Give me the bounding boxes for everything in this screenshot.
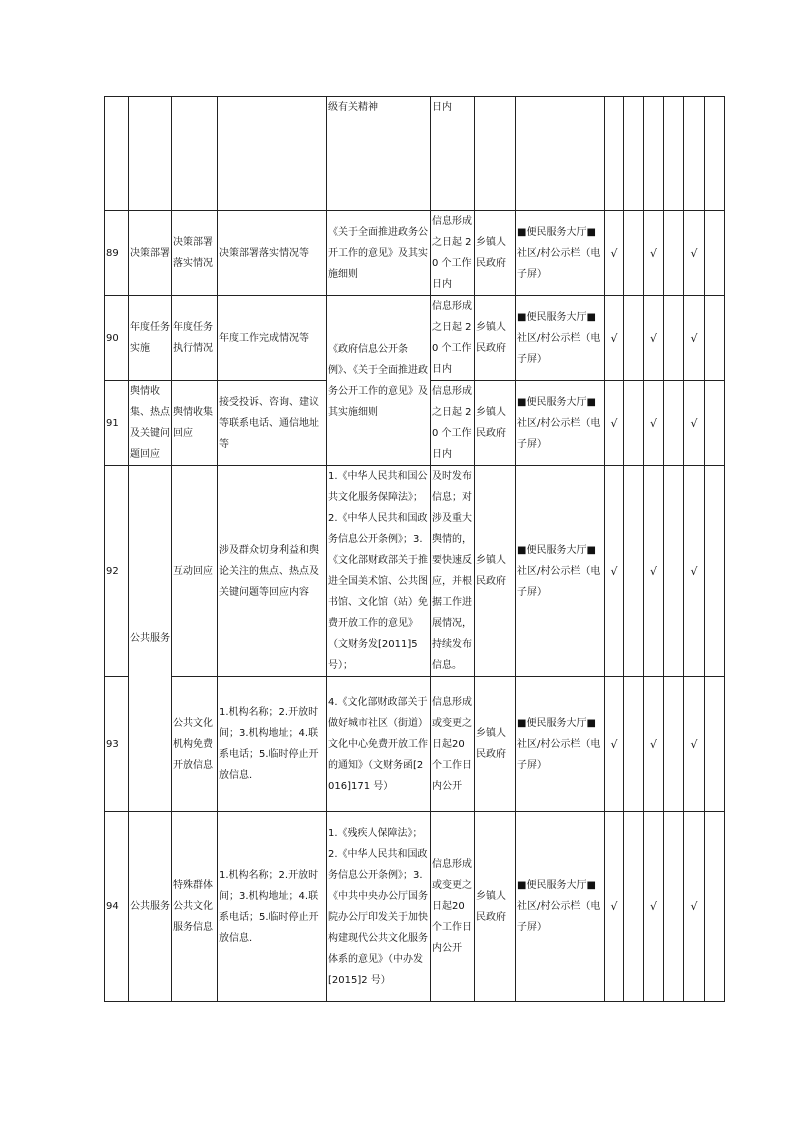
item-cell: 互动回应: [172, 466, 218, 677]
row-number: [105, 97, 129, 211]
item-cell: [172, 97, 218, 211]
check-cell: √: [644, 296, 664, 381]
check-cell: √: [605, 677, 624, 812]
check-cell: [624, 211, 644, 296]
item-cell: 年度任务执行情况: [172, 296, 218, 381]
check-cell: [705, 296, 725, 381]
table-row: [105, 677, 725, 812]
check-cell: √: [644, 466, 664, 677]
table-row: [105, 466, 725, 677]
category-cell: 公共服务: [129, 466, 172, 812]
basis-cell: 《关于全面推进政务公开工作的意见》及其实施细则: [327, 211, 431, 296]
category-cell: 年度任务实施: [129, 296, 172, 381]
check-cell: √: [644, 677, 664, 812]
table-row: [105, 211, 725, 296]
basis-cell: 1.《残疾人保障法》； 2.《中华人民共和国政务信息公开条例》；3.《中共中央办公厅国务院办公厅印发关于加快构建现代公共文化服务体系的意见》（中办发[2015]2 号）: [327, 812, 431, 1002]
check-cell: √: [605, 812, 624, 1002]
subject-cell: 乡镇人民政府: [475, 466, 516, 677]
check-cell: √: [644, 381, 664, 466]
table-row: [105, 97, 725, 211]
check-cell: [705, 677, 725, 812]
category-cell: [129, 97, 172, 211]
time-limit-cell: 信息形成或变更之日起20个工作日内公开: [431, 812, 475, 1002]
content-cell: 决策部署落实情况等: [218, 211, 327, 296]
check-cell: [705, 812, 725, 1002]
content-cell: 涉及群众切身利益和舆论关注的焦点、热点及关键问题等回应内容: [218, 466, 327, 677]
check-cell: √: [684, 381, 705, 466]
check-cell: [624, 812, 644, 1002]
check-cell: [705, 381, 725, 466]
channel-cell: ■便民服务大厅■社区/村公示栏（电子屏）: [516, 211, 605, 296]
disclosure-table: [104, 96, 725, 1002]
channel-cell: [516, 97, 605, 211]
check-cell: √: [684, 466, 705, 677]
subject-cell: 乡镇人民政府: [475, 812, 516, 1002]
row-number: 91: [105, 381, 129, 466]
check-cell: [644, 97, 664, 211]
row-number: 94: [105, 812, 129, 1002]
row-number: 89: [105, 211, 129, 296]
check-cell: [705, 211, 725, 296]
channel-cell: ■便民服务大厅■社区/村公示栏（电子屏）: [516, 466, 605, 677]
content-cell: 接受投诉、咨询、建议等联系电话、通信地址等: [218, 381, 327, 466]
check-cell: [624, 677, 644, 812]
check-cell: [684, 97, 705, 211]
channel-cell: ■便民服务大厅■社区/村公示栏（电子屏）: [516, 381, 605, 466]
item-cell: 舆情收集回应: [172, 381, 218, 466]
check-cell: [624, 97, 644, 211]
basis-cell: 《政府信息公开条例》、《关于全面推进政务公开工作的意见》及其实施细则: [327, 296, 431, 466]
time-limit-cell: 信息形成之日起 20 个工作日内: [431, 296, 475, 381]
check-cell: √: [684, 812, 705, 1002]
time-limit-cell: 信息形成之日起 20 个工作日内: [431, 211, 475, 296]
category-cell: 公共服务: [129, 812, 172, 1002]
check-cell: √: [684, 296, 705, 381]
check-cell: [664, 296, 684, 381]
check-cell: √: [605, 211, 624, 296]
subject-cell: [475, 97, 516, 211]
check-cell: [605, 97, 624, 211]
basis-cell: 4.《文化部财政部关于做好城市社区（街道）文化中心免费开放工作的通知》（文财务函[2016]171 号）: [327, 677, 431, 812]
check-cell: [624, 466, 644, 677]
table-row: [105, 812, 725, 1002]
table-row: [105, 296, 725, 381]
row-number: 92: [105, 466, 129, 677]
check-cell: [664, 677, 684, 812]
content-cell: 1.机构名称；2.开放时间；3.机构地址；4.联系电话；5.临时停止开放信息.: [218, 812, 327, 1002]
check-cell: [664, 381, 684, 466]
item-cell: 特殊群体公共文化服务信息: [172, 812, 218, 1002]
basis-cell: 级有关精神: [327, 97, 431, 211]
basis-cell: 1.《中华人民共和国公共文化服务保障法》； 2.《中华人民共和国政务信息公开条例》；3.《文化部财政部关于推进全国美术馆、公共图书馆、文化馆（站）免费开放工作的意见》（文财务发[2011]5 号）；: [327, 466, 431, 677]
check-cell: [664, 812, 684, 1002]
check-cell: [624, 381, 644, 466]
category-cell: 决策部署: [129, 211, 172, 296]
subject-cell: 乡镇人民政府: [475, 211, 516, 296]
channel-cell: ■便民服务大厅■社区/村公示栏（电子屏）: [516, 812, 605, 1002]
check-cell: [624, 296, 644, 381]
subject-cell: 乡镇人民政府: [475, 296, 516, 381]
content-cell: 年度工作完成情况等: [218, 296, 327, 381]
channel-cell: ■便民服务大厅■社区/村公示栏（电子屏）: [516, 677, 605, 812]
check-cell: √: [684, 211, 705, 296]
subject-cell: 乡镇人民政府: [475, 381, 516, 466]
content-cell: [218, 97, 327, 211]
item-cell: 公共文化机构免费开放信息: [172, 677, 218, 812]
subject-cell: 乡镇人民政府: [475, 677, 516, 812]
check-cell: √: [605, 296, 624, 381]
time-limit-cell: 信息形成或变更之日起20个工作日内公开: [431, 677, 475, 812]
item-cell: 决策部署落实情况: [172, 211, 218, 296]
content-cell: 1.机构名称；2.开放时间；3.机构地址；4.联系电话；5.临时停止开放信息.: [218, 677, 327, 812]
check-cell: √: [684, 677, 705, 812]
channel-cell: ■便民服务大厅■社区/村公示栏（电子屏）: [516, 296, 605, 381]
time-limit-cell: 及时发布信息；对涉及重大舆情的，要快速反应，并根据工作进展情况，持续发布信息。: [431, 466, 475, 677]
category-cell: 舆情收集、热点及关键问题回应: [129, 381, 172, 466]
row-number: 93: [105, 677, 129, 812]
check-cell: [705, 97, 725, 211]
row-number: 90: [105, 296, 129, 381]
time-limit-cell: 日内: [431, 97, 475, 211]
check-cell: √: [644, 211, 664, 296]
check-cell: [664, 466, 684, 677]
check-cell: [664, 211, 684, 296]
check-cell: [705, 466, 725, 677]
check-cell: √: [605, 381, 624, 466]
check-cell: √: [605, 466, 624, 677]
check-cell: [664, 97, 684, 211]
check-cell: √: [644, 812, 664, 1002]
time-limit-cell: 信息形成之日起 20 个工作日内: [431, 381, 475, 466]
